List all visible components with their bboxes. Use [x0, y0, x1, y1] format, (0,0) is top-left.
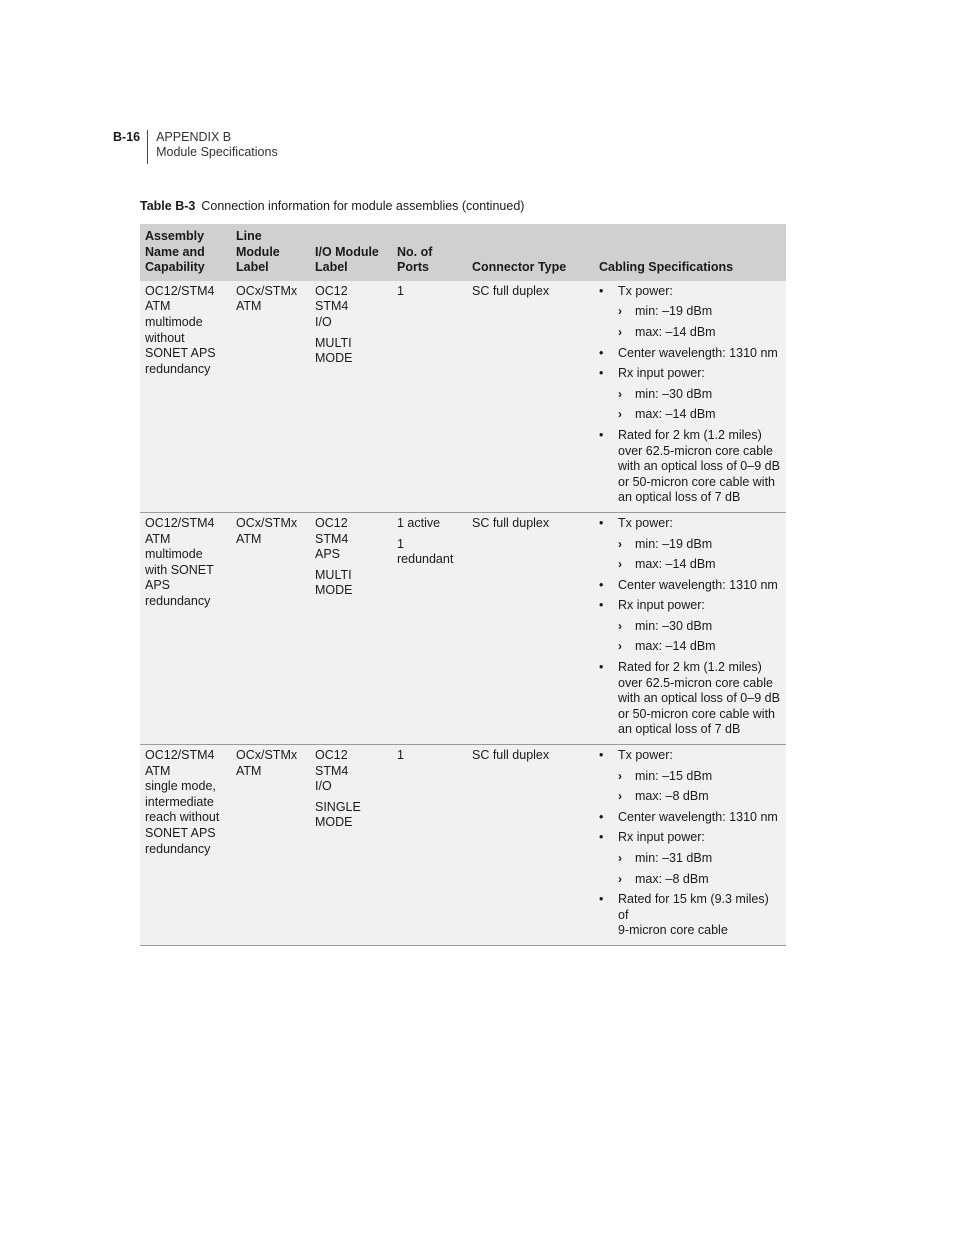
- list-item: › min: –30 dBm: [618, 618, 713, 633]
- list-item: › min: –31 dBm: [618, 851, 713, 865]
- chevron-right-icon: ›: [618, 386, 622, 401]
- chevron-right-icon: ›: [618, 768, 622, 783]
- list-item: › min: –19 dBm: [618, 536, 713, 551]
- list-item: › max: –14 dBm: [618, 639, 716, 654]
- list-item: › max: –8 dBm: [618, 789, 709, 804]
- header-line-module-label: Line Module Label: [231, 224, 310, 281]
- bullet-icon: •: [599, 660, 604, 675]
- list-item: › max: –14 dBm: [618, 407, 716, 422]
- bullet-icon: •: [599, 598, 604, 613]
- chevron-right-icon: ›: [618, 639, 622, 654]
- cabling-list: [599, 284, 782, 506]
- header-io-module-label: I/O Module Label: [310, 224, 392, 281]
- list-item: › min: –15 dBm: [618, 768, 713, 783]
- list-item: › min: –30 dBm: [618, 386, 713, 401]
- table-caption-text: Connection information for module assemblies (continued): [201, 199, 525, 213]
- chevron-right-icon: ›: [618, 871, 622, 886]
- table-caption: [140, 199, 524, 214]
- chevron-right-icon: ›: [618, 557, 622, 572]
- cell-ports: 1: [392, 281, 467, 513]
- bullet-icon: •: [599, 830, 604, 845]
- list-item: • Rated for 15 km (9.3 miles) of 9-micron core cable: [599, 892, 769, 938]
- bullet-icon: •: [599, 577, 604, 592]
- header-assembly: Assembly Name and Capability: [140, 224, 231, 281]
- cell-cabling: [594, 512, 786, 744]
- connection-info-table: [140, 224, 786, 946]
- cell-io-label: OC12 STM4 I/O MULTI MODE: [310, 281, 392, 513]
- bullet-icon: •: [599, 427, 604, 442]
- chevron-right-icon: ›: [618, 407, 622, 422]
- cell-assembly: OC12/STM4 ATM single mode, intermediate reach without SONET APS redundancy: [140, 745, 231, 946]
- cabling-list: [599, 748, 782, 939]
- list-item: › min: –19 dBm: [618, 304, 713, 319]
- cell-connector: SC full duplex: [467, 281, 594, 513]
- table-row: [140, 745, 786, 946]
- list-item: › max: –8 dBm: [618, 871, 709, 886]
- table-row: [140, 512, 786, 744]
- chevron-right-icon: ›: [618, 536, 622, 551]
- cell-cabling: [594, 745, 786, 946]
- list-item: • Center wavelength: 1310 nm: [599, 809, 778, 824]
- running-head: [113, 130, 278, 164]
- list-item: • Rated for 2 km (1.2 miles) over 62.5-micron core cable with an optical loss of 0–9 dB or 50-micron core cable with an optical loss of 7 dB: [599, 427, 780, 505]
- list-item: • Center wavelength: 1310 nm: [599, 577, 778, 592]
- table-caption-label: Table B-3: [140, 199, 196, 213]
- chevron-right-icon: ›: [618, 324, 622, 339]
- bullet-icon: •: [599, 283, 604, 298]
- bullet-icon: •: [599, 345, 604, 360]
- cell-connector: SC full duplex: [467, 512, 594, 744]
- list-item: • Tx power: › min: –15 dBm › max: –8 dBm: [599, 748, 782, 805]
- chevron-right-icon: ›: [618, 618, 622, 633]
- list-item: › max: –14 dBm: [618, 324, 716, 339]
- chevron-right-icon: ›: [618, 851, 622, 865]
- cell-line-label: OCx/STMx ATM: [231, 281, 310, 513]
- cell-assembly: OC12/STM4 ATM multimode with SONET APS redundancy: [140, 512, 231, 744]
- chevron-right-icon: ›: [618, 789, 622, 804]
- table-header-row: [140, 224, 786, 281]
- header-cabling-specifications: Cabling Specifications: [594, 224, 786, 281]
- section-label: Module Specifications: [156, 145, 278, 159]
- bullet-icon: •: [599, 809, 604, 824]
- bullet-icon: •: [599, 515, 604, 530]
- running-head-text: [148, 130, 278, 164]
- cell-io-label: OC12 STM4 APS MULTI MODE: [310, 512, 392, 744]
- list-item: • Rx input power: › min: –30 dBm › max: –14 dBm: [599, 598, 782, 655]
- chevron-right-icon: ›: [618, 304, 622, 319]
- header-connector-type: Connector Type: [467, 224, 594, 281]
- list-item: • Tx power: › min: –19 dBm › max: –14 dBm: [599, 284, 782, 341]
- bullet-icon: •: [599, 748, 604, 763]
- list-item: • Center wavelength: 1310 nm: [599, 345, 778, 360]
- cabling-list: [599, 516, 782, 738]
- list-item: • Rx input power: › min: –31 dBm › max: –8 dBm: [599, 830, 782, 887]
- cell-line-label: OCx/STMx ATM: [231, 512, 310, 744]
- cell-ports: 1: [392, 745, 467, 946]
- bullet-icon: •: [599, 892, 604, 907]
- table-row: [140, 281, 786, 513]
- list-item: › max: –14 dBm: [618, 557, 716, 572]
- list-item: • Rated for 2 km (1.2 miles) over 62.5-micron core cable with an optical loss of 0–9 dB or 50-micron core cable with an optical loss of 7 dB: [599, 660, 780, 737]
- list-item: • Tx power: › min: –19 dBm › max: –14 dBm: [599, 516, 782, 573]
- cell-line-label: OCx/STMx ATM: [231, 745, 310, 946]
- header-ports: No. of Ports: [392, 224, 467, 281]
- list-item: • Rx input power: › min: –30 dBm › max: –14 dBm: [599, 366, 782, 423]
- cell-cabling: [594, 281, 786, 513]
- cell-connector: SC full duplex: [467, 745, 594, 946]
- cell-ports: 1 active 1 redundant: [392, 512, 467, 744]
- page-number: B-16: [113, 130, 148, 164]
- appendix-label: APPENDIX B: [156, 130, 232, 144]
- cell-io-label: OC12 STM4 I/O SINGLE MODE: [310, 745, 392, 946]
- bullet-icon: •: [599, 366, 604, 381]
- cell-assembly: OC12/STM4 ATM multimode without SONET APS redundancy: [140, 281, 231, 513]
